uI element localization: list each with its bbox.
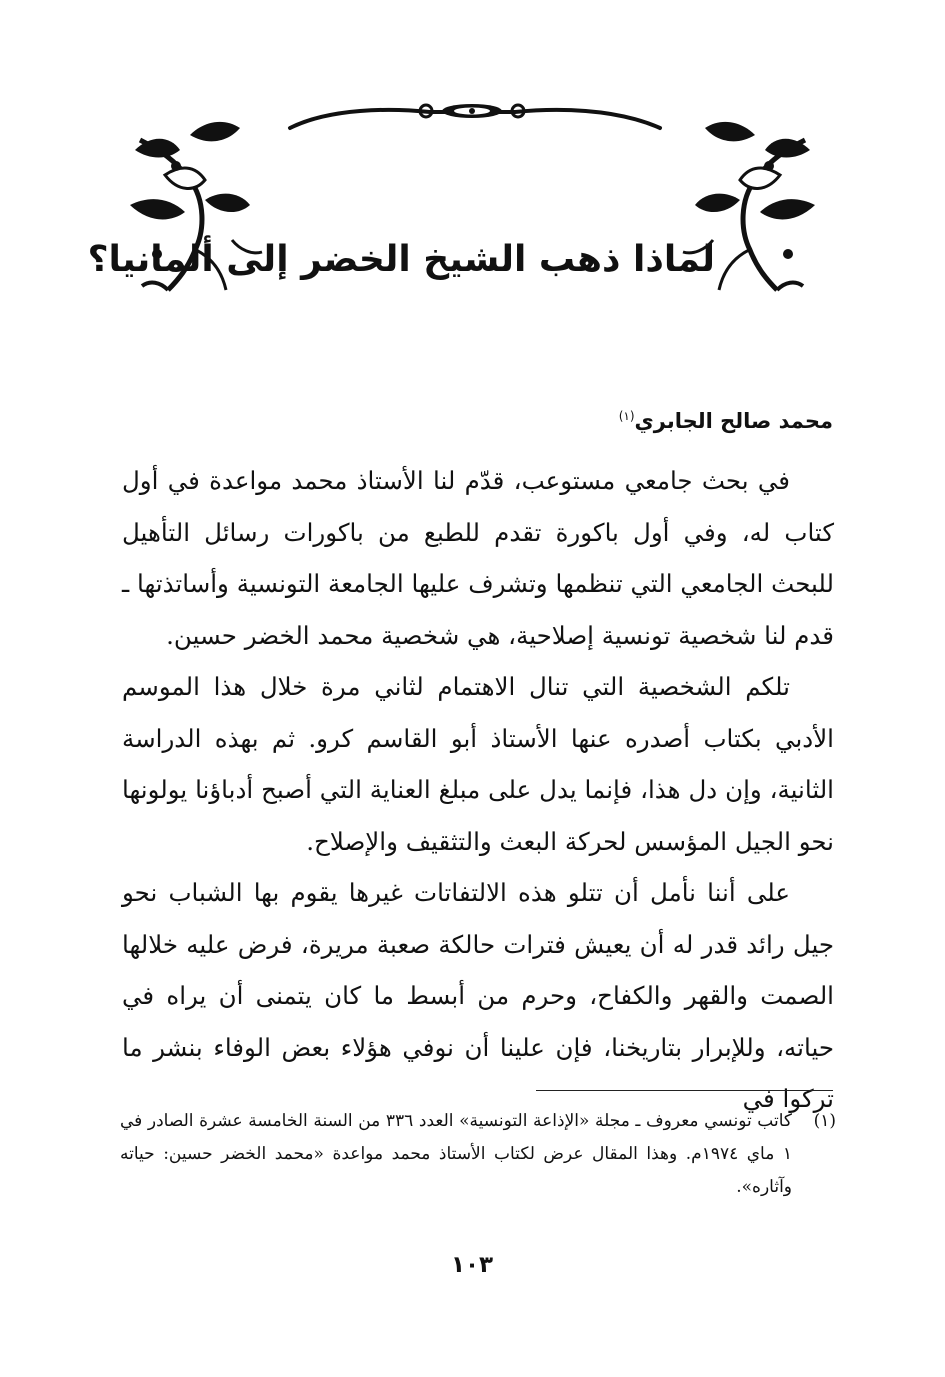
article-author bbox=[619, 398, 833, 439]
page-number: ١٠٣ bbox=[450, 1252, 494, 1278]
author-footnote-ref[interactable]: (١) bbox=[618, 409, 635, 423]
paragraph: في بحث جامعي مستوعب، قدّم لنا الأستاذ محمد مواعدة في أول كتاب له، وفي أول باكورة تقدم للطبع من باكورات رسائل التأهيل للبحث الجامعي التي تنظمها وتشرف عليها الجامعة التونسية وأساتذتها ـ قدم لنا شخصية تونسية إصلاحية، هي شخصية محمد الخضر حسين. bbox=[122, 466, 834, 650]
article-body bbox=[122, 455, 834, 1125]
paragraph: على أننا نأمل أن تتلو هذه الالتفاتات غيرها يقوم بها الشباب نحو جيل رائد قدر له أن يعيش فترات حالكة صعبة مريرة، فرض عليه خلالها الصمت والقهر والكفاح، وحرم من أبسط ما كان يتمنى أن يراه في حياته، وللإبرار بتاريخنا، فإن علينا أن نوفي هؤلاء بعض الوفاء بنشر ما تركوا في bbox=[122, 878, 834, 1113]
chapter-title: لماذا ذهب الشيخ الخضر إلى ألمانيا؟ bbox=[87, 239, 715, 280]
author-name: محمد صالح الجابري bbox=[634, 409, 833, 433]
footnote-text: كاتب تونسي معروف ـ مجلة «الإذاعة التونسية» العدد ٣٣٦ من السنة الخامسة عشرة الصادر في ١ ماي ١٩٧٤م. وهذا المقال عرض لكتاب الأستاذ محمد مواعدة «محمد الخضر حسين: حياته وآثاره». bbox=[120, 1111, 793, 1197]
paragraph: تلكم الشخصية التي تنال الاهتمام لثاني مرة خلال هذا الموسم الأدبي بكتاب أصدره عنها الأستاذ أبو القاسم كرو. ثم بهذه الدراسة الثانية، وإن دل هذا، فإنما يدل على مبلغ العناية التي أصبح أدباؤنا يولونها نحو الجيل المؤسس لحركة البعث والتثقيف والإصلاح. bbox=[122, 672, 834, 856]
footnote-separator bbox=[536, 1090, 833, 1091]
footnote-row bbox=[120, 1105, 836, 1204]
footnote-number: (١) bbox=[813, 1111, 836, 1131]
footnote bbox=[120, 1105, 836, 1204]
